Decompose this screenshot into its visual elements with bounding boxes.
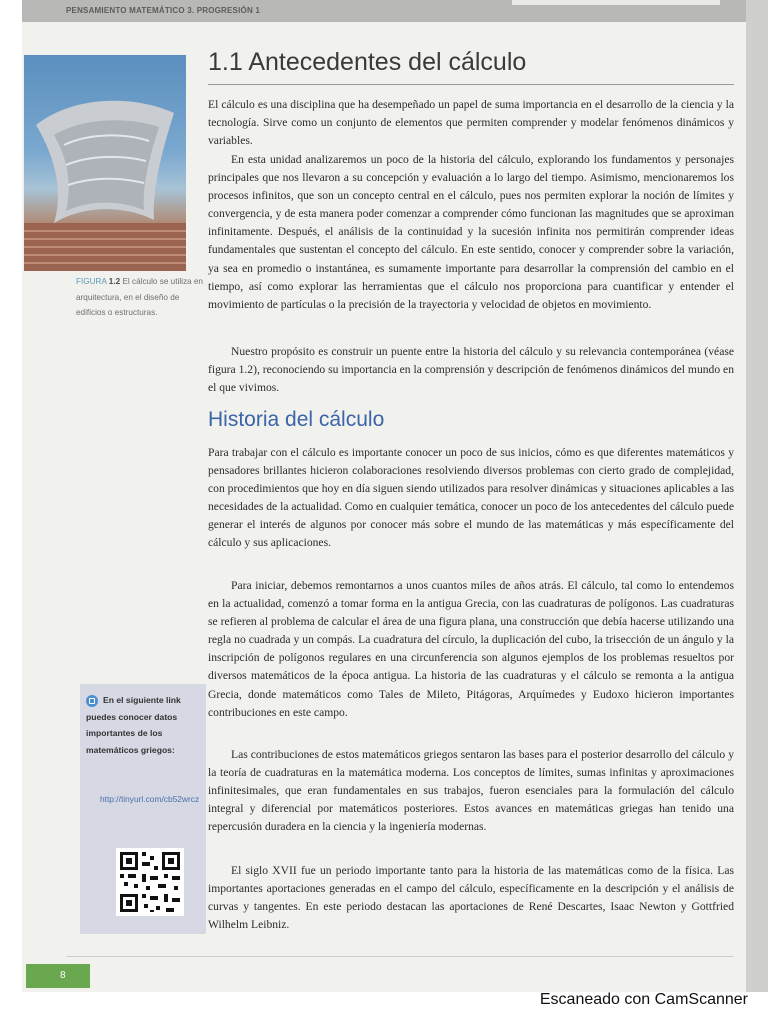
footer-rule	[66, 956, 734, 957]
figure-caption-text: El cálculo se utiliza en arquitectura, en el diseño de edificios o estructuras.	[76, 277, 203, 317]
qr-code-graphic	[116, 848, 184, 916]
history-paragraph-1: Para trabajar con el cálculo es importante conocer un poco de sus inicios, cómo es que diferentes matemáticos y pensadores brillantes hicieron colaboraciones resolviendo diversos problemas con cierto grado de complejidad, con procedimientos que hoy en día siguen siendo utilizados para resolver dinámicas y situaciones aplicables a las necesidades de la actualidad. Como en cualquier temática, conocer un poco de los antecedentes del cálculo puede generar el interés de algunos por conocer más sobre el mundo de las matemáticas y más específicamente del cálculo y sus aplicaciones.	[208, 446, 734, 550]
intro-paragraph-3: Nuestro propósito es construir un puente entre la historia del cálculo y su relevancia contemporánea (véase figura 1.2), reconociendo su importancia en la comprensión y descripción de fenómenos dinámicos del mundo en el que vivimos.	[208, 345, 734, 395]
sidebox-text: En el siguiente link puedes conocer datos importantes de los matemáticos griegos:	[86, 695, 181, 755]
page-number-tab	[26, 964, 90, 988]
subsection-title: Historia del cálculo	[208, 408, 385, 431]
history-paragraph-2: Para iniciar, debemos remontarnos a unos cuantos miles de años atrás. El cálculo, tal como lo entendemos en la actualidad, comenzó a tomar forma en la antigua Grecia, con las cuadraturas de polígonos. Las cuadraturas se refieren al problema de calcular el área de una figura plana, una construcción que debía hacerse utilizando una regla no cuadrada y un compás. La cuadratura del círculo, la duplicación del cubo, la trisección de un ángulo y la inscripción de polígonos regulares en una circunferencia son algunos ejemplos de los problemas resueltos por diversos matemáticos de la época antigua. La historia de las cuadraturas y el cálculo se remonta a la antigua Grecia, donde matemáticos como Tales de Mileto, Pitágoras, Arquímedes y Eudoxo hicieron importantes contribuciones en este campo.	[208, 579, 734, 719]
architecture-photo	[24, 55, 186, 271]
intro-paragraph-2: En esta unidad analizaremos un poco de la historia del cálculo, explorando los fundamentos y personajes principales que nos llevaron a su concepción y evaluación a lo largo del tiempo. Asimismo, mencionaremos los procesos infinitos, que son un concepto central en el cálculo, pues nos permiten explorar la noción de límites y convergencia, y de esta manera poder comenzar a comprender cómo funcionan las magnitudes que se aproximan infinitamente. Después, el análisis de la continuidad y la sucesión infinita nos permitirán comprender ideas fundamentales que sustentan el concepto del cálculo. En este sentido, conocer y comprender sobre la variación, ya sea en promedio o instantánea, es sumamente importante para desarrollar la comprensión del cambio en el tiempo, así como explorar las herramientas que el cálculo nos proporciona para cuantificar y entender el movimiento de partículas o la precisión de la trayectoria y velocidad de objetos en movimiento.	[208, 153, 734, 311]
figure-label: FIGURA	[76, 277, 107, 286]
link-sidebox	[80, 684, 206, 934]
intro-paragraph-1: El cálculo es una disciplina que ha desempeñado un papel de suma importancia en el desarrollo de la ciencia y la tecnología. Sirve como un conjunto de elementos que permiten comprender y modelar fenómenos dinámicos y variables.	[208, 98, 734, 148]
sidebox-text-block	[86, 692, 202, 758]
running-head: PENSAMIENTO MATEMÁTICO 3. PROGRESIÓN 1	[66, 6, 260, 15]
sidebox-link[interactable]: http://tinyurl.com/cb52wrcz	[100, 794, 200, 804]
page-number: 8	[60, 970, 66, 981]
section-title: 1.1 Antecedentes del cálculo	[208, 48, 527, 76]
qr-code[interactable]	[116, 848, 184, 916]
book-page	[22, 0, 746, 992]
header-tab	[512, 0, 720, 5]
figure-caption	[76, 274, 206, 321]
building-illustration	[24, 55, 186, 271]
figure-number: 1.2	[108, 277, 121, 286]
header-bar	[22, 0, 746, 22]
scanner-watermark: Escaneado con CamScanner	[539, 991, 748, 1008]
title-rule	[208, 84, 734, 85]
history-paragraph-3: Las contribuciones de estos matemáticos griegos sentaron las bases para el posterior desarrollo del cálculo y la teoría de cuadraturas en la matemática moderna. Los conceptos de límites, sumas infinitas y aproximaciones infinitesimales, que eran fundamentales en sus trabajos, fueron esenciales para la formulación del cálculo integral y diferencial por matemáticos posteriores. Estos avances en matemáticas griegas han tenido una repercusión duradera en la ciencia y la ingeniería modernas.	[208, 748, 734, 834]
link-icon	[86, 695, 98, 707]
adjacent-page-edge	[746, 0, 768, 992]
history-paragraph-4: El siglo XVII fue un periodo importante tanto para la historia de las matemáticas como de la física. Las importantes aportaciones generadas en el campo del cálculo, específicamente en la descripción y el análisis de curvas y tangentes. En este periodo destacan las aportaciones de René Descartes, Isaac Newton y Gottfried Wilhelm Leibniz.	[208, 864, 734, 932]
